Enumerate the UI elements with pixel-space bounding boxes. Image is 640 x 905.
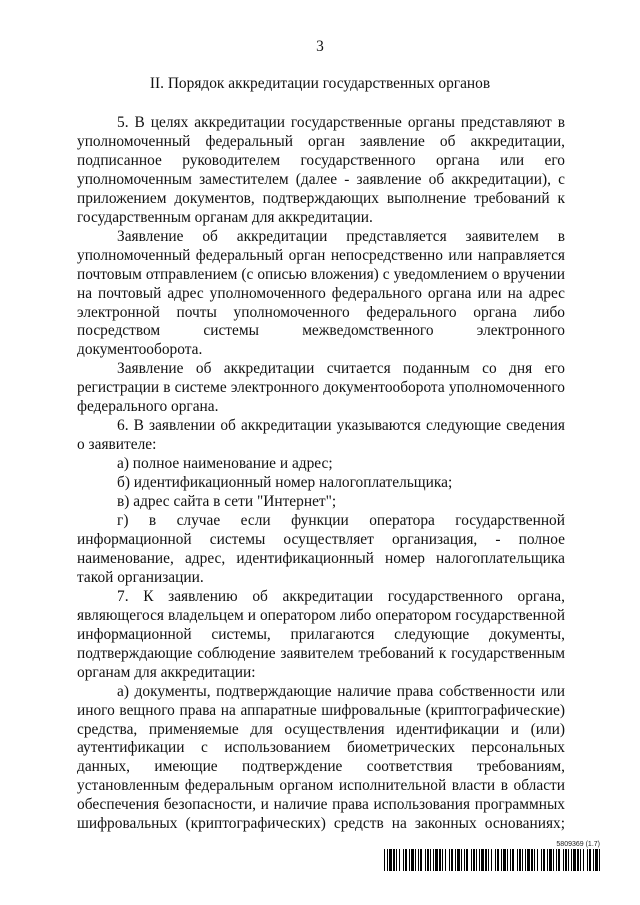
list-item-a: а) полное наименование и адрес; — [117, 455, 333, 473]
paragraph-7-item-a: а) документы, подтверждающие наличие права собственности или иного вещного права на аппаратные шифровальные (криптографические) средства, применяемые для осуществления идентификации и (или) аутентификации с использованием биометрических персональных данных, имеющие подтверждение соответствия требованиям, установленным федеральным органом исполнительной власти в области обеспечения безопасности, и наличие права использования программных шифровальных (криптографических) средств на законных основаниях; — [77, 682, 565, 833]
paragraph-5: 5. В целях аккредитации государственные органы представляют в уполномоченный федеральный орган заявление об аккредитации, подписанное руководителем государственного органа или его уполномоченным заместителем (далее - заявление об аккредитации), с приложением документов, подтверждающих выполнение требований к государственным органам для аккредитации. — [77, 114, 565, 226]
paragraph-submission-method: Заявление об аккредитации представляется заявителем в уполномоченный федеральный орган непосредственно или направляется почтовым отправлением (с описью вложения) с уведомлением о вручении на почтовый адрес уполномоченного федерального органа или на адрес электронной почты уполномоченного федерального органа либо посредством системы межведомственного электронного документооборота. — [77, 227, 565, 359]
list-item-g: г) в случае если функции оператора государственной информационной системы осуществляет организация, - полное наименование, адрес, идентификационный номер налогоплательщика такой организации. — [77, 512, 565, 586]
page-number: 3 — [316, 38, 324, 55]
section-title: II. Порядок аккредитации государственных органов — [149, 75, 491, 92]
paragraph-7: 7. К заявлению об аккредитации государственного органа, являющегося владельцем и оператором либо оператором государственной информационной системы, прилагаются следующие документы, подтверждающие соблюдение заявителем требований к государственным органам для аккредитации: — [77, 587, 565, 681]
paragraph-6: 6. В заявлении об аккредитации указываются следующие сведения о заявителе: — [77, 417, 565, 454]
list-item-b: б) идентификационный номер налогоплательщика; — [117, 474, 453, 492]
barcode-caption: 5809369 (1.7) — [556, 841, 600, 848]
barcode-icon — [384, 849, 602, 871]
list-item-v: в) адрес сайта в сети "Интернет"; — [117, 493, 337, 511]
paragraph-submission-date: Заявление об аккредитации считается поданным со дня его регистрации в системе электронного документооборота уполномоченного федерального органа. — [77, 360, 565, 416]
document-body — [77, 114, 565, 834]
